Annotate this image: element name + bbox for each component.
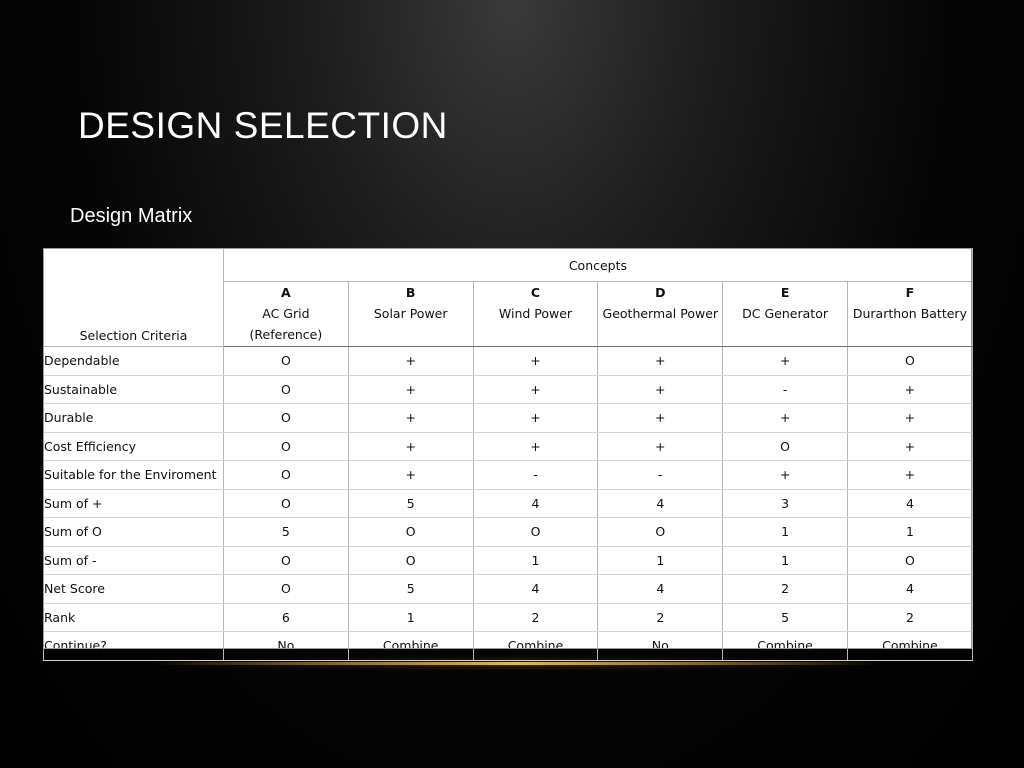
score-cell: 4 [847, 489, 972, 518]
slide-title: DESIGN SELECTION [78, 105, 448, 146]
score-cell: Combine [847, 632, 972, 661]
score-cell: + [348, 432, 473, 461]
score-cell: O [598, 518, 723, 547]
score-cell: 4 [598, 489, 723, 518]
score-cell: No [598, 632, 723, 661]
score-cell: O [224, 432, 349, 461]
criteria-label: Net Score [44, 575, 224, 604]
score-cell: O [224, 489, 349, 518]
score-cell: + [723, 461, 848, 490]
concept-header-b [348, 282, 473, 347]
score-cell: + [847, 404, 972, 433]
score-cell: 4 [473, 575, 598, 604]
score-cell: O [348, 546, 473, 575]
score-cell: No [224, 632, 349, 661]
design-matrix-table [43, 248, 972, 654]
score-cell: 4 [598, 575, 723, 604]
concept-header-c [473, 282, 598, 347]
score-cell: 1 [847, 518, 972, 547]
score-cell: 5 [348, 489, 473, 518]
concept-letter: A [281, 285, 291, 300]
criteria-label: Sum of O [44, 518, 224, 547]
score-cell: O [473, 518, 598, 547]
criteria-label: Continue? [44, 632, 224, 661]
score-cell: + [473, 404, 598, 433]
concept-note: (Reference) [249, 327, 323, 342]
score-cell: 1 [723, 518, 848, 547]
selection-criteria-header: Selection Criteria [44, 249, 224, 347]
table-row [44, 603, 973, 632]
score-cell: + [847, 432, 972, 461]
slide-subtitle: Design Matrix [70, 205, 193, 227]
score-cell: O [847, 546, 972, 575]
score-cell: - [473, 461, 598, 490]
criteria-label: Sustainable [44, 375, 224, 404]
score-cell: O [224, 575, 349, 604]
criteria-label: Suitable for the Enviroment [44, 461, 224, 490]
table-row [44, 347, 973, 376]
matrix-body [44, 347, 973, 661]
score-cell: + [723, 347, 848, 376]
criteria-label: Cost Efficiency [44, 432, 224, 461]
table-row [44, 632, 973, 661]
score-cell: + [723, 404, 848, 433]
score-cell: O [224, 375, 349, 404]
decision-matrix [43, 248, 973, 661]
score-cell: 1 [473, 546, 598, 575]
score-cell: + [473, 432, 598, 461]
decorative-divider [150, 662, 880, 665]
score-cell: Combine [473, 632, 598, 661]
score-cell: 2 [847, 603, 972, 632]
score-cell: + [598, 404, 723, 433]
concept-letter: C [530, 285, 541, 300]
score-cell: + [348, 404, 473, 433]
criteria-label: Durable [44, 404, 224, 433]
table-row [44, 404, 973, 433]
concept-name: Solar Power [373, 306, 448, 321]
score-cell: O [723, 432, 848, 461]
score-cell: O [847, 347, 972, 376]
concept-header-d [598, 282, 723, 347]
score-cell: 4 [473, 489, 598, 518]
score-cell: O [224, 461, 349, 490]
score-cell: 1 [348, 603, 473, 632]
score-cell: + [348, 461, 473, 490]
score-cell: 5 [224, 518, 349, 547]
score-cell: 2 [598, 603, 723, 632]
score-cell: O [348, 518, 473, 547]
score-cell: 1 [598, 546, 723, 575]
concept-header-e [723, 282, 848, 347]
score-cell: + [598, 432, 723, 461]
score-cell: Combine [723, 632, 848, 661]
concept-header-f [847, 282, 972, 347]
score-cell: Combine [348, 632, 473, 661]
table-row [44, 375, 973, 404]
score-cell: 6 [224, 603, 349, 632]
score-cell: - [598, 461, 723, 490]
concept-letter: E [780, 285, 790, 300]
concept-header-a [224, 282, 349, 347]
score-cell: O [224, 546, 349, 575]
score-cell: 5 [723, 603, 848, 632]
score-cell: + [598, 347, 723, 376]
score-cell: 3 [723, 489, 848, 518]
score-cell: O [224, 404, 349, 433]
concepts-header: Concepts [224, 249, 973, 282]
score-cell: 5 [348, 575, 473, 604]
criteria-label: Dependable [44, 347, 224, 376]
score-cell: + [348, 375, 473, 404]
score-cell: + [847, 461, 972, 490]
criteria-label: Sum of - [44, 546, 224, 575]
concept-name: Durarthon Battery [852, 306, 967, 321]
concept-name: Wind Power [498, 306, 573, 321]
score-cell: O [224, 347, 349, 376]
concept-name: DC Generator [742, 306, 828, 321]
concept-name: AC Grid [262, 306, 310, 321]
criteria-label: Sum of + [44, 489, 224, 518]
score-cell: 1 [723, 546, 848, 575]
table-row [44, 546, 973, 575]
table-row [44, 461, 973, 490]
concept-name: Geothermal Power [602, 306, 719, 321]
score-cell: + [473, 375, 598, 404]
table-row [44, 518, 973, 547]
score-cell: 2 [723, 575, 848, 604]
score-cell: 4 [847, 575, 972, 604]
concept-letter: F [905, 285, 915, 300]
score-cell: + [847, 375, 972, 404]
score-cell: + [348, 347, 473, 376]
score-cell: + [598, 375, 723, 404]
criteria-label: Rank [44, 603, 224, 632]
table-row [44, 575, 973, 604]
concept-letter: B [405, 285, 416, 300]
table-row [44, 489, 973, 518]
table-row [44, 432, 973, 461]
concept-letter: D [655, 285, 666, 300]
score-cell: + [473, 347, 598, 376]
score-cell: 2 [473, 603, 598, 632]
score-cell: - [723, 375, 848, 404]
